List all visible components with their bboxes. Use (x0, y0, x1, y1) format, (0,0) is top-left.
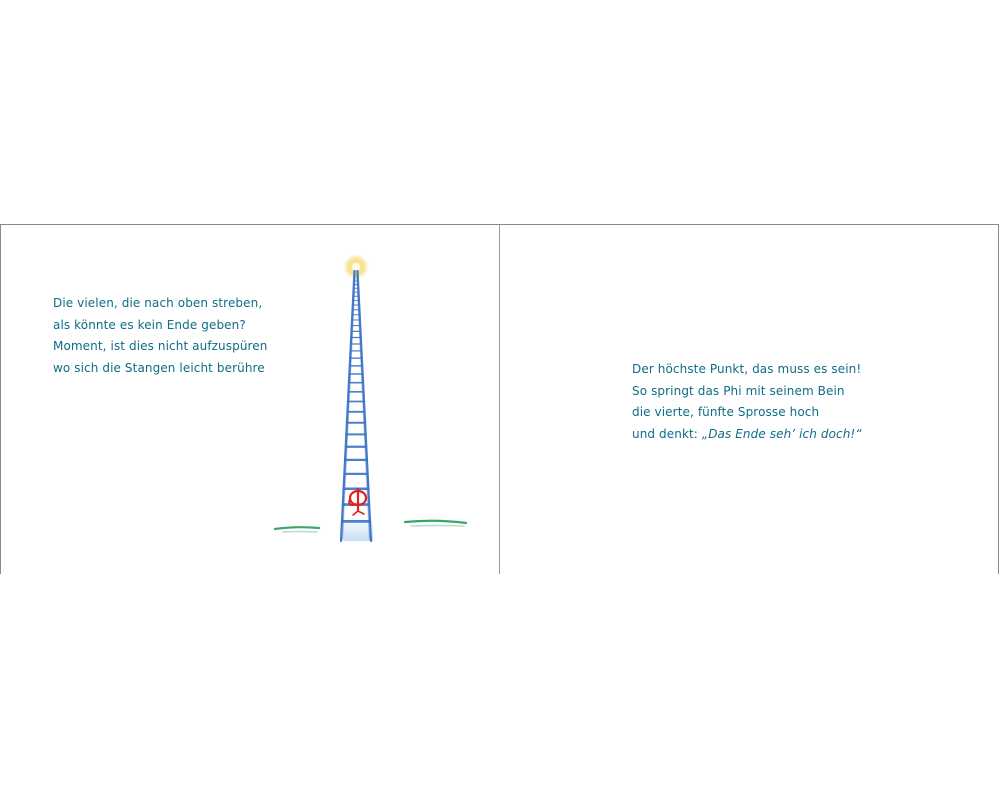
verse-line-last (632, 424, 862, 446)
verse-line: Der höchste Punkt, das muss es sein! (632, 362, 862, 376)
left-verse (53, 293, 268, 379)
ladder-rail (358, 271, 372, 541)
verse-line: Moment, ist dies nicht aufzuspüren (53, 339, 268, 353)
phi-figure-icon (349, 489, 366, 515)
ladder-illustration (261, 253, 481, 553)
left-page (0, 224, 500, 574)
ladder-rail (341, 271, 355, 541)
verse-line: So springt das Phi mit seinem Bein (632, 383, 845, 398)
book-spread (0, 224, 1000, 576)
glowing-tip-icon (343, 254, 369, 280)
right-verse (632, 359, 862, 445)
verse-prefix: und denkt: (632, 426, 702, 441)
verse-line: wo sich die Stangen leicht berühre (53, 360, 265, 375)
right-page (499, 224, 999, 574)
verse-line: als könnte es kein Ende geben? (53, 317, 246, 332)
verse-line: Die vielen, die nach oben streben, (53, 296, 263, 310)
verse-line: die vierte, fünfte Sprosse hoch (632, 405, 820, 419)
verse-quote: „Das Ende seh’ ich doch!“ (701, 426, 862, 441)
